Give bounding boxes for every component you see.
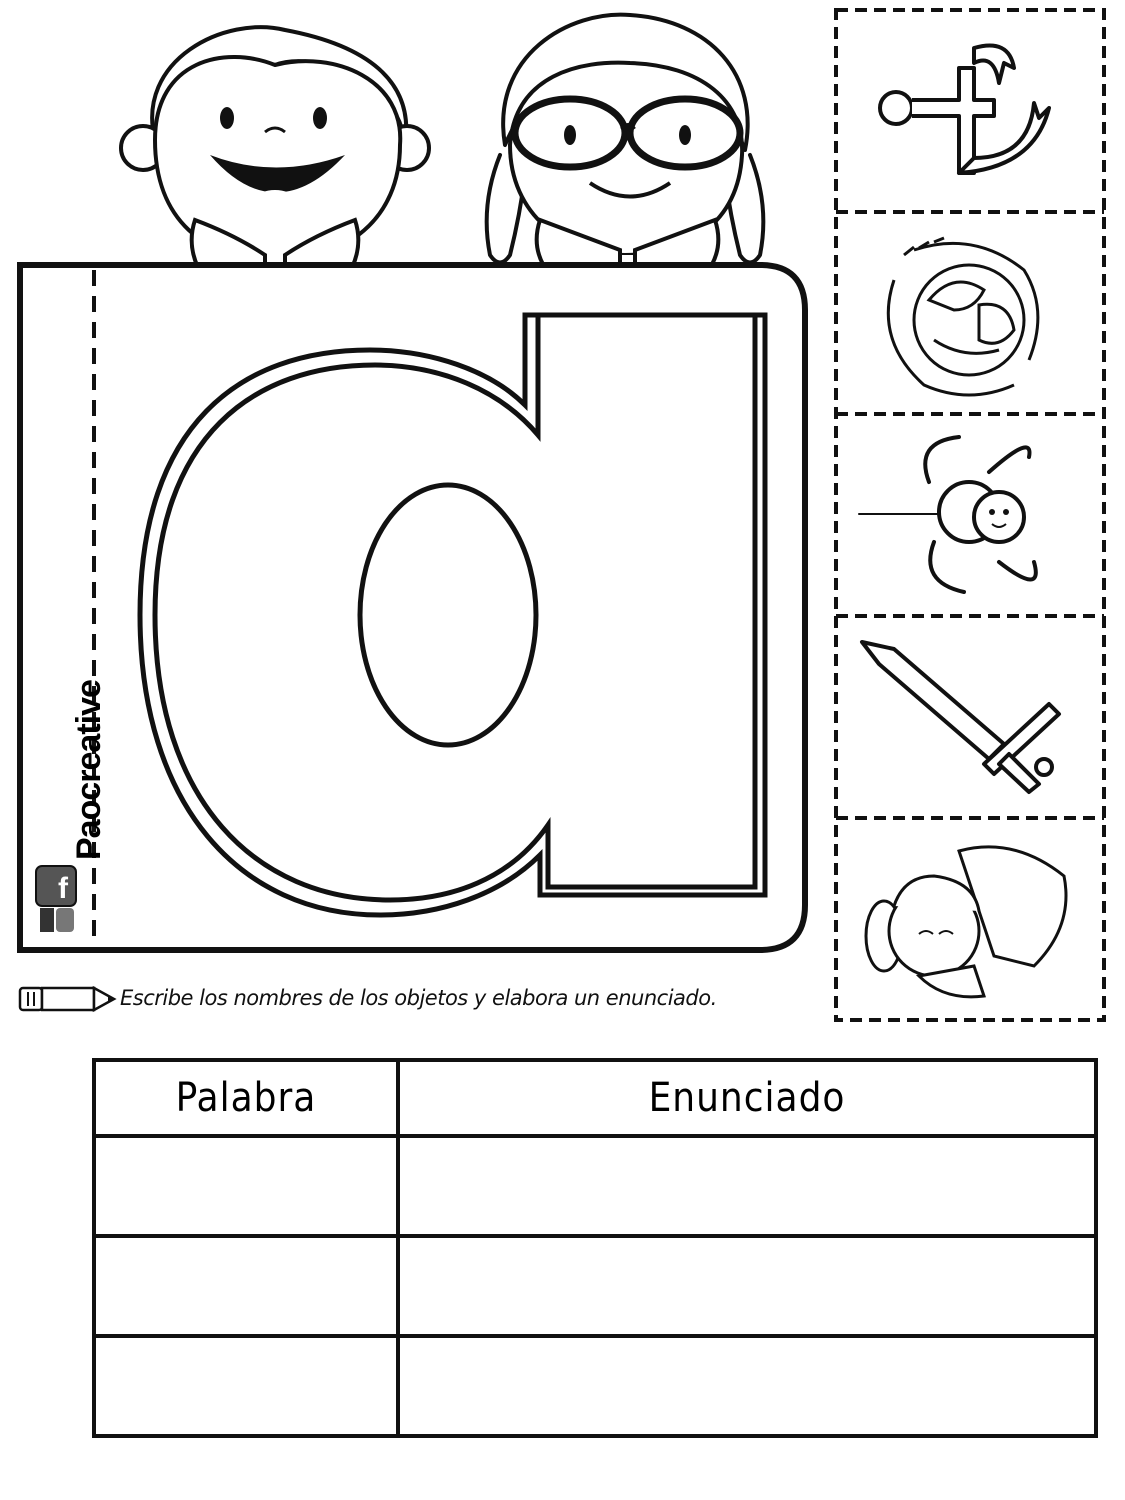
picture-strip [834,8,1106,1022]
instruction-text: Escribe los nombres de los objetos y elabora un enunciado. [120,986,717,1010]
sentence-cell[interactable] [398,1236,1096,1336]
word-cell[interactable] [94,1336,398,1436]
table-header-row [94,1060,1096,1136]
sentence-cell[interactable] [398,1336,1096,1436]
table-row [94,1236,1096,1336]
spider-icon [834,412,1106,615]
mexican-eagle-emblem-icon [834,210,1106,413]
answer-table [92,1058,1098,1438]
word-cell[interactable] [94,1136,398,1236]
sword-icon [834,614,1106,817]
brand-logo-icon [32,862,80,936]
angel-icon [834,816,1106,1019]
sentence-cell[interactable] [398,1136,1096,1236]
table-row [94,1336,1096,1436]
header-enunciado: Enunciado [398,1060,1096,1136]
header-palabra: Palabra [94,1060,398,1136]
anchor-icon [834,8,1106,211]
girl-with-glasses-icon [470,5,780,295]
pencil-icon [18,984,120,1014]
word-cell[interactable] [94,1236,398,1336]
letter-card [0,255,830,965]
brand-logo-letter: f [58,872,68,905]
table-row [94,1136,1096,1236]
brand-text: Paocreative [70,680,108,860]
